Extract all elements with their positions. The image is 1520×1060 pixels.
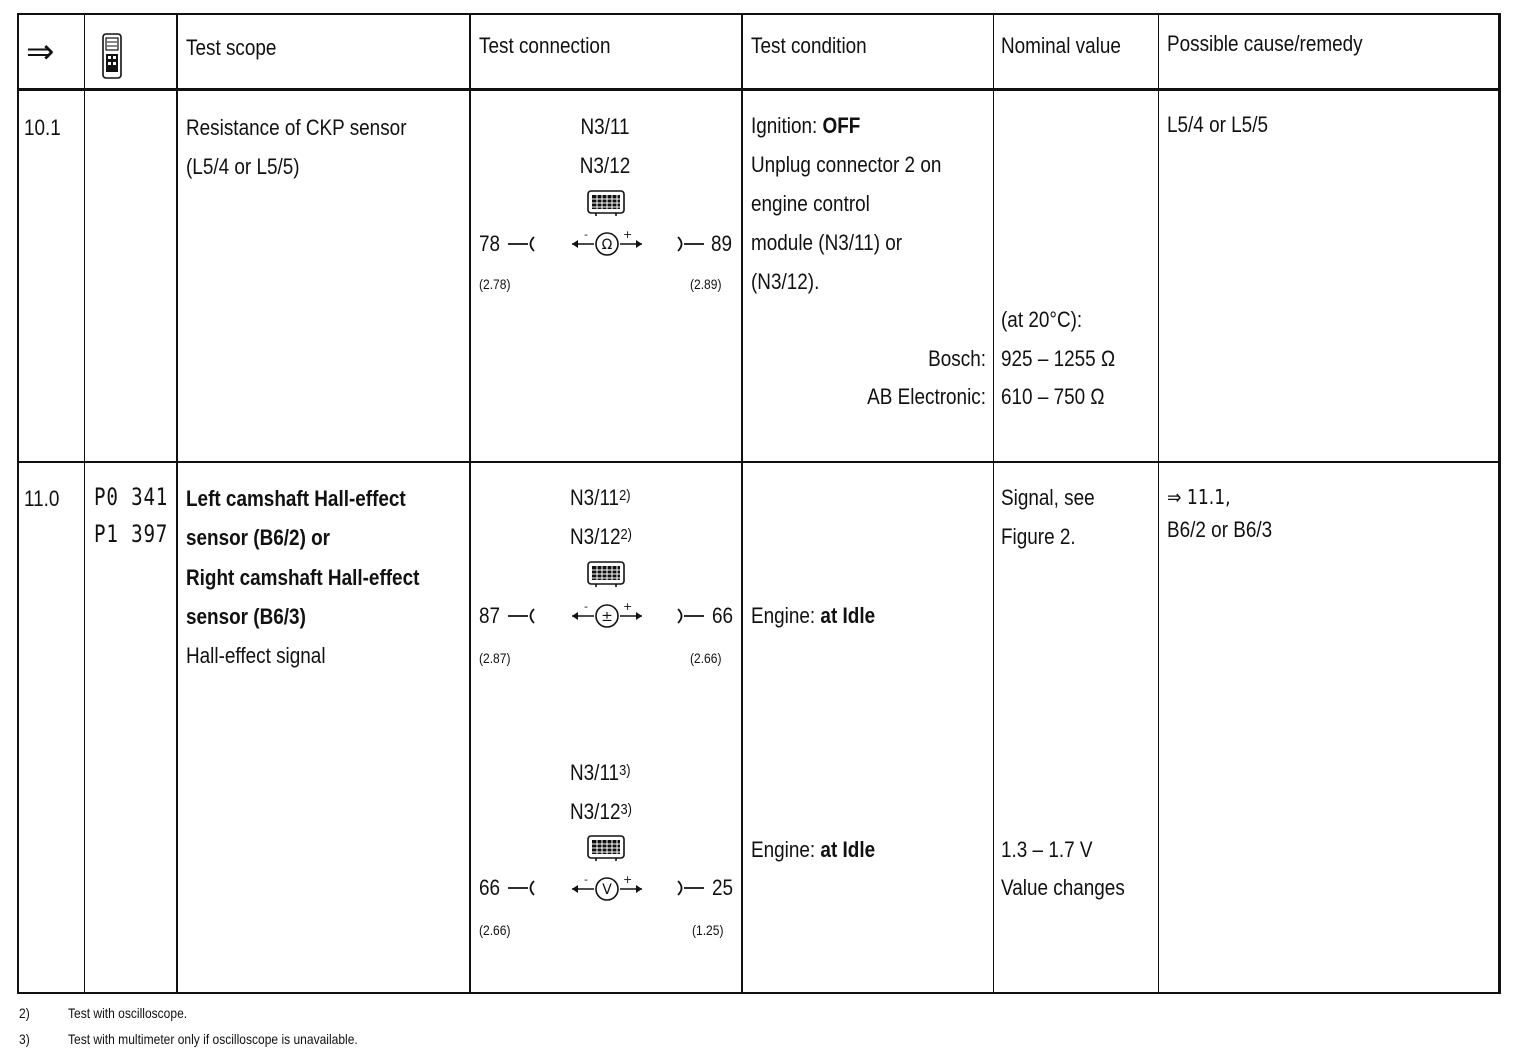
col-divider-3 [469,13,471,994]
left-pin-number: 66 [479,875,501,900]
svg-text:+: + [623,600,633,613]
col-divider-6 [1158,13,1159,994]
footnote-mark: 2) [19,1005,30,1021]
footnote-text: Test with oscilloscope. [68,1005,188,1021]
nominal-temperature: (at 20°C): [1001,307,1083,332]
right-connector-icon [676,234,706,254]
manufacturer-label: Bosch: [928,346,986,371]
test-condition-line: Unplug connector 2 on [751,152,942,177]
test-scope-line: Resistance of CKP sensor [186,115,407,140]
signal-symbol: ± [601,609,613,625]
col-divider-1 [84,13,85,994]
module-label: N3/12$^{3)}$ [570,799,632,824]
possible-cause: ⇒ 11.1, [1167,485,1231,509]
header-test-scope: Test scope [186,35,277,60]
table-bottom-border [17,992,1501,994]
ohm-symbol: Ω [601,237,613,253]
header-test-connection: Test connection [479,33,611,58]
left-connector-icon [506,878,536,898]
manufacturer-label: AB Electronic: [867,384,986,409]
header-possible-cause: Possible cause/remedy [1167,31,1363,56]
footnote-text: Test with multimeter only if oscilloscope is unavailable. [68,1031,358,1047]
table-left-border [17,13,19,994]
condition-value: OFF [822,113,861,138]
footnote-ref: 2) [619,487,631,504]
test-scope-line: Right camshaft Hall-effect [186,565,420,590]
footnote-ref: 3) [620,801,632,818]
header-nominal-value: Nominal value [1001,33,1121,58]
condition-label: Engine: [751,837,821,862]
left-pin-number: 87 [479,603,501,628]
condition-value: at Idle [820,837,876,862]
measuring-device-icon [586,561,626,587]
test-condition-line [751,830,875,869]
test-condition-line [751,106,860,145]
nominal-value: Value changes [1001,875,1125,900]
right-pin-number: 66 [712,603,734,628]
test-scope-line: sensor (B6/2) or [186,525,331,550]
module-label: N3/11 [580,114,630,139]
svg-text:-: - [584,873,588,886]
right-pin-number: 25 [712,875,734,900]
ohmmeter-symbol-icon [568,228,646,256]
left-connector-icon [506,234,536,254]
module-label: N3/12$^{2)}$ [570,524,632,549]
module-label: N3/12 [579,153,631,178]
header-bottom-border [17,88,1501,91]
footnote-ref: 2) [620,526,632,543]
col-divider-4 [741,13,743,994]
svg-text:+: + [623,873,633,886]
measuring-device-icon [586,190,626,216]
nominal-value: 925 – 1255 Ω [1001,346,1116,371]
test-condition-line: engine control [751,191,870,216]
condition-value: at Idle [820,603,876,628]
table-right-border [1498,13,1501,994]
left-connector-icon [506,606,536,626]
tester-icon [101,32,123,80]
left-pin-sub: (2.66) [479,922,511,938]
possible-cause: B6/2 or B6/3 [1167,517,1273,542]
right-pin-sub: (2.89) [690,276,722,292]
left-pin-sub: (2.78) [479,276,511,292]
nominal-value: 1.3 – 1.7 V [1001,837,1093,862]
fault-code: P0 341 [94,483,169,511]
svg-text:-: - [584,228,588,241]
footnote-mark: 3) [19,1031,30,1047]
header-test-condition: Test condition [751,33,867,58]
right-pin-number: 89 [711,231,733,256]
fault-code: P1 397 [94,520,169,548]
nominal-value: Signal, see [1001,485,1095,510]
col-divider-5 [993,13,994,994]
nominal-value: 610 – 750 Ω [1001,384,1105,409]
test-condition-line: (N3/12). [751,269,820,294]
nominal-value: Figure 2. [1001,524,1076,549]
condition-label: Engine: [751,603,821,628]
svg-text:+: + [623,228,633,241]
header-arrow: ⇒ [26,32,55,72]
step-number: 11.0 [24,486,60,511]
measuring-device-icon [586,835,626,861]
right-connector-icon [676,878,706,898]
test-scope-line: (L5/4 or L5/5) [186,154,300,179]
step-number: 10.1 [24,115,61,140]
left-pin-sub: (2.87) [479,650,511,666]
voltmeter-symbol-icon [568,873,646,901]
module-label: N3/11$^{3)}$ [570,760,631,785]
right-connector-icon [676,606,706,626]
oscilloscope-symbol-icon [568,600,646,628]
test-scope-line: sensor (B6/3) [186,604,306,629]
right-pin-sub: (1.25) [692,922,724,938]
right-pin-sub: (2.66) [690,650,722,666]
left-pin-number: 78 [479,231,501,256]
test-condition-line [751,596,875,635]
test-scope-line: Hall-effect signal [186,643,326,668]
condition-label: Ignition: [751,113,823,138]
module-label: N3/11$^{2)}$ [570,485,631,510]
possible-cause: L5/4 or L5/5 [1167,112,1268,137]
footnote-ref: 3) [619,762,631,779]
volt-symbol: V [602,882,612,898]
row-divider [17,461,1501,463]
svg-text:-: - [584,600,588,613]
table-top-border [17,13,1501,15]
test-scope-line: Left camshaft Hall-effect [186,486,406,511]
col-divider-2 [176,13,178,994]
test-condition-line: module (N3/11) or [751,230,903,255]
